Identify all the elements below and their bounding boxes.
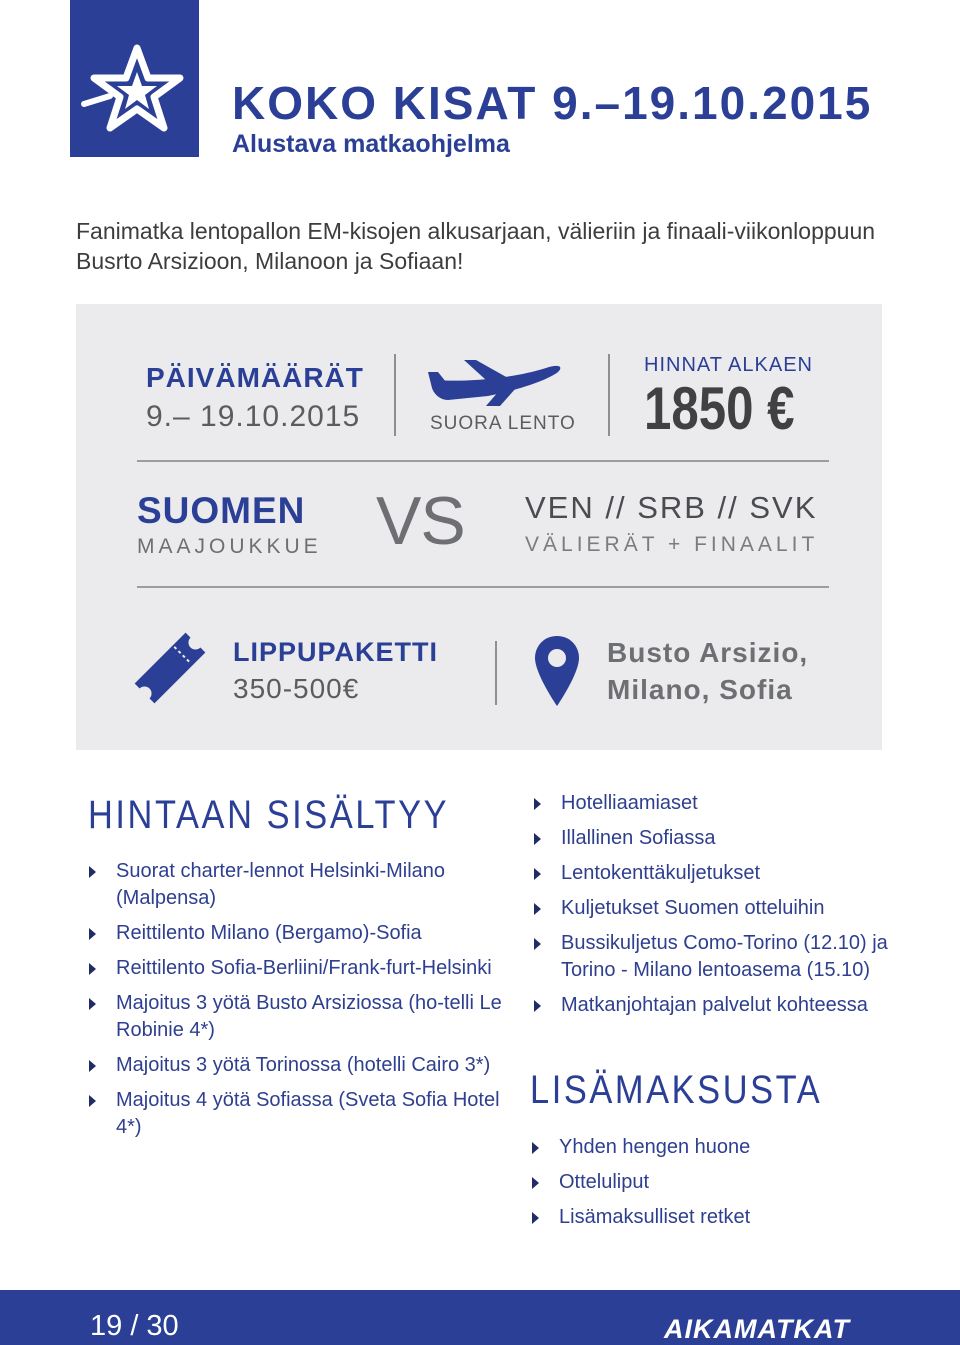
vs-label: VS [376, 483, 465, 559]
ticket-value: 350-500€ [233, 673, 360, 704]
list-item [89, 955, 509, 982]
bullet-icon [534, 938, 541, 950]
flight-label: SUORA LENTO [430, 413, 576, 434]
list-item-text: Majoitus 4 yötä Sofiassa (Sveta Sofia Hotel 4*) [116, 1089, 500, 1138]
included-heading: HINTAAN SISÄLTYY [88, 793, 450, 837]
opponents: VEN // SRB // SVK [525, 490, 818, 525]
rounds: VÄLIERÄT + FINAALIT [525, 533, 819, 556]
list-item [534, 790, 934, 817]
included-list-left [89, 858, 509, 1149]
bullet-icon [532, 1212, 539, 1224]
page-number: 19 / 30 [90, 1310, 179, 1342]
airplane-icon [428, 358, 564, 406]
list-item-text: Lentokenttäkuljetukset [561, 862, 761, 884]
bullet-icon [534, 868, 541, 880]
list-item [89, 1052, 509, 1079]
team-name: SUOMEN [137, 490, 306, 531]
bullet-icon [534, 798, 541, 810]
extras-heading: LISÄMAKSUSTA [530, 1068, 823, 1112]
ticket-icon [130, 628, 210, 708]
bullet-icon [89, 998, 96, 1010]
list-item-text: Lisämaksulliset retket [559, 1206, 751, 1228]
page-subtitle: Alustava matkaohjelma [232, 130, 510, 158]
list-item-text: Suorat charter-lennot Helsinki-Milano (Malpensa) [116, 860, 446, 909]
list-item [534, 895, 934, 922]
list-item-text: Majoitus 3 yötä Torinossa (hotelli Cairo 3*) [116, 1054, 491, 1076]
bullet-icon [534, 833, 541, 845]
list-item [89, 920, 509, 947]
bullet-icon [89, 866, 96, 878]
list-item [532, 1169, 932, 1196]
list-item [532, 1134, 932, 1161]
list-item-text: Kuljetukset Suomen otteluihin [561, 897, 825, 919]
extras-list [532, 1134, 932, 1239]
bullet-icon [89, 928, 96, 940]
list-item [89, 990, 509, 1044]
list-item-text: Matkanjohtajan palvelut kohteessa [561, 994, 868, 1016]
dates-label: PÄIVÄMÄÄRÄT [146, 362, 364, 393]
list-item-text: Yhden hengen huone [559, 1136, 751, 1158]
brand-logo: AIKAMATKAT [664, 1314, 850, 1344]
divider [608, 354, 610, 436]
list-item-text: Majoitus 3 yötä Busto Arsiziossa (ho-telli Le Robinie 4*) [116, 992, 502, 1041]
location-line: Busto Arsizio, [607, 637, 809, 668]
dates-value: 9.– 19.10.2015 [146, 400, 361, 433]
list-item [534, 992, 934, 1019]
prices-label: HINNAT ALKAEN [644, 354, 813, 376]
list-item [534, 930, 934, 984]
list-item [532, 1204, 932, 1231]
list-item-text: Otteluliput [559, 1171, 650, 1193]
bullet-icon [89, 1060, 96, 1072]
map-pin-icon [533, 634, 581, 708]
list-item-text: Illallinen Sofiassa [561, 827, 716, 849]
list-item [89, 858, 509, 912]
team-subtitle: MAAJOUKKUE [137, 535, 322, 558]
bullet-icon [89, 1095, 96, 1107]
logo-box [70, 0, 199, 157]
list-item [89, 1087, 509, 1141]
list-item-text: Reittilento Sofia-Berliini/Frank-furt-Helsinki [116, 957, 492, 979]
list-item-text: Hotelliaamiaset [561, 792, 698, 814]
bullet-icon [534, 1000, 541, 1012]
divider [137, 460, 829, 462]
list-item-text: Bussikuljetus Como-Torino (12.10) ja Torino - Milano lentoasema (15.10) [561, 932, 888, 981]
divider [137, 586, 829, 588]
location-line: Milano, Sofia [607, 674, 793, 705]
bullet-icon [532, 1177, 539, 1189]
star-icon [70, 0, 199, 157]
bullet-icon [89, 963, 96, 975]
divider [394, 354, 396, 436]
list-item [534, 825, 934, 852]
intro-text: Fanimatka lentopallon EM-kisojen alkusarjaan, välieriin ja finaali-viikonloppuun Busrto Arsizioon, Milanoon ja Sofiaan! [76, 218, 876, 274]
included-list-right [534, 790, 934, 1027]
bullet-icon [532, 1142, 539, 1154]
ticket-label: LIPPUPAKETTI [233, 637, 439, 667]
locations [607, 634, 808, 708]
divider [495, 641, 497, 705]
prices-value: 1850 € [644, 375, 795, 442]
list-item-text: Reittilento Milano (Bergamo)-Sofia [116, 922, 422, 944]
page-title: KOKO KISAT 9.–19.10.2015 [232, 77, 873, 129]
list-item [534, 860, 934, 887]
bullet-icon [534, 903, 541, 915]
